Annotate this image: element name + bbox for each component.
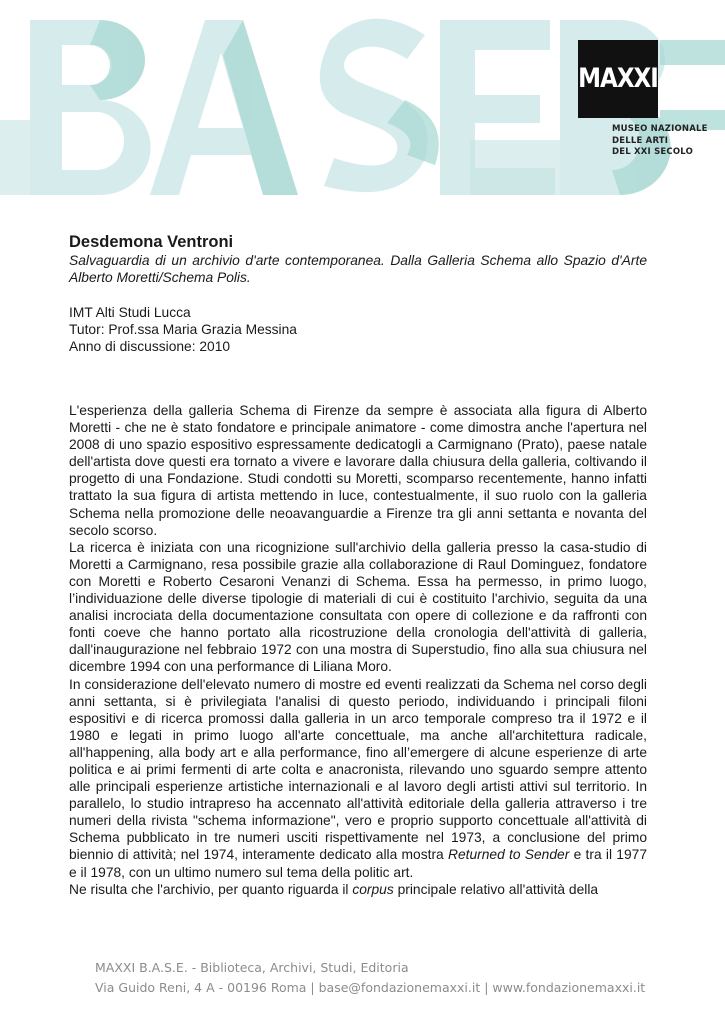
maxxi-logo[interactable] — [578, 40, 658, 118]
paragraph-text: In considerazione dell'elevato numero di mostre ed eventi realizzati da Schema nel corso degli anni settanta, si è privilegiata l'analisi di questo periodo, individuando i principali filoni espositivi e di ricerca promossi dalla galleria in un arco temporale compreso tra il 1972 e il 1980 e legati in primo luogo all'arte concettuale, ma anche all'architettura radicale, all'happening, alla body art e alla performance, fino all’emergere di alcune esperienze di arte politica e ai primi fermenti di arte colta e anacronista, rilevando uno sguardo sempre attento alle principali esperienze artistiche internazionali e al lavoro degli artisti attivi sul territorio. In parallelo, lo studio intrapreso ha accennato all'attività editoriale della galleria attraverso i tre numeri della rivista "schema informazione", vero e proprio supporto concettuale all'attività di Schema pubblicato in tre numeri usciti rispettivamente nel 1973, a conclusione del primo biennio di attività; nel 1974, interamente dedicato alla mostra — [69, 676, 647, 863]
abstract-body — [69, 402, 647, 898]
emphasis-term: corpus — [352, 881, 394, 897]
museum-name-line: DEL XXI SECOLO — [612, 147, 693, 157]
paragraph-text: Ne risulta che l'archivio, per quanto riguarda il — [69, 881, 353, 897]
museum-name — [612, 124, 722, 159]
paragraph — [69, 539, 647, 676]
paragraph — [69, 676, 647, 881]
paragraph-text: La ricerca è iniziata con una ricognizione sull'archivio della galleria presso la casa-studio di Moretti a Carmignano, resa possibile grazie alla collaborazione di Raul Dominguez, fondatore con Moretti e Roberto Cesaroni Venanzi di Schema. Essa ha permesso, in primo luogo, l’individuazione delle diverse tipologie di materiali di cui è costituito l'archivio, seguita da una analisi incrociata della documentazione consultata con opere di collezione e da raffronti con fonti coeve che hanno portato alla ricostruzione della cronologia dell'attività di galleria, dall'inaugurazione nel febbraio 1972 con una mostra di Superstudio, fino alla sua chiusura nel dicembre 1994 con una performance di Liliana Moro. — [69, 539, 647, 675]
museum-name-line: DELLE ARTI — [612, 135, 669, 146]
author-name: Desdemona Ventroni — [69, 233, 234, 251]
thesis-header — [69, 232, 647, 355]
footer-title: MAXXI B.A.S.E. - Biblioteca, Archivi, Studi, Editoria — [95, 960, 409, 975]
thesis-meta — [69, 304, 647, 355]
paragraph-text: principale relativo all'attività della — [393, 881, 599, 897]
institution: IMT Alti Studi Lucca — [69, 305, 191, 320]
museum-name-line: MUSEO NAZIONALE — [612, 124, 708, 134]
tutor: Tutor: Prof.ssa Maria Grazia Messina — [69, 322, 297, 337]
paragraph — [69, 881, 647, 898]
paragraph: L'esperienza della galleria Schema di Firenze da sempre è associata alla figura di Alberto Moretti - che ne è stato fondatore e principale animatore - come dimostra anche l'apertura nel 2008 di uno spazio espositivo espressamente dedicatogli a Carmignano (Prato), paese natale dell'artista dove questi era tornato a vivere e lavorare dalla chiusura della galleria, coltivando il progetto di una Fondazione. Studi condotti su Moretti, scomparso recentemente, hanno infatti trattato la sua figura di artista mettendo in luce, contestualmente, il suo ruolo con la galleria Schema nella promozione delle neoavanguardie a Firenze tra gli anni settanta e novanta del secolo scorso. — [69, 403, 647, 538]
thesis-title: Salvaguardia di un archivio d'arte contemporanea. Dalla Galleria Schema allo Spazio d'Arte Alberto Moretti/Schema Polis. — [69, 253, 647, 285]
paragraph-text: e tra il 1977 e il 1978, con un ultimo numero sul tema della politic art. — [69, 847, 648, 880]
header-banner — [0, 0, 725, 215]
footer-contact: Via Guido Reni, 4 A - 00196 Roma | base@fondazionemaxxi.it | www.fondazionemaxxi.it — [95, 980, 646, 995]
maxxi-logo-text: MAXXI — [578, 64, 658, 94]
exhibition-title: Returned to Sender — [448, 847, 570, 863]
discussion-year: Anno di discussione: 2010 — [69, 339, 231, 354]
page-footer — [95, 958, 645, 998]
